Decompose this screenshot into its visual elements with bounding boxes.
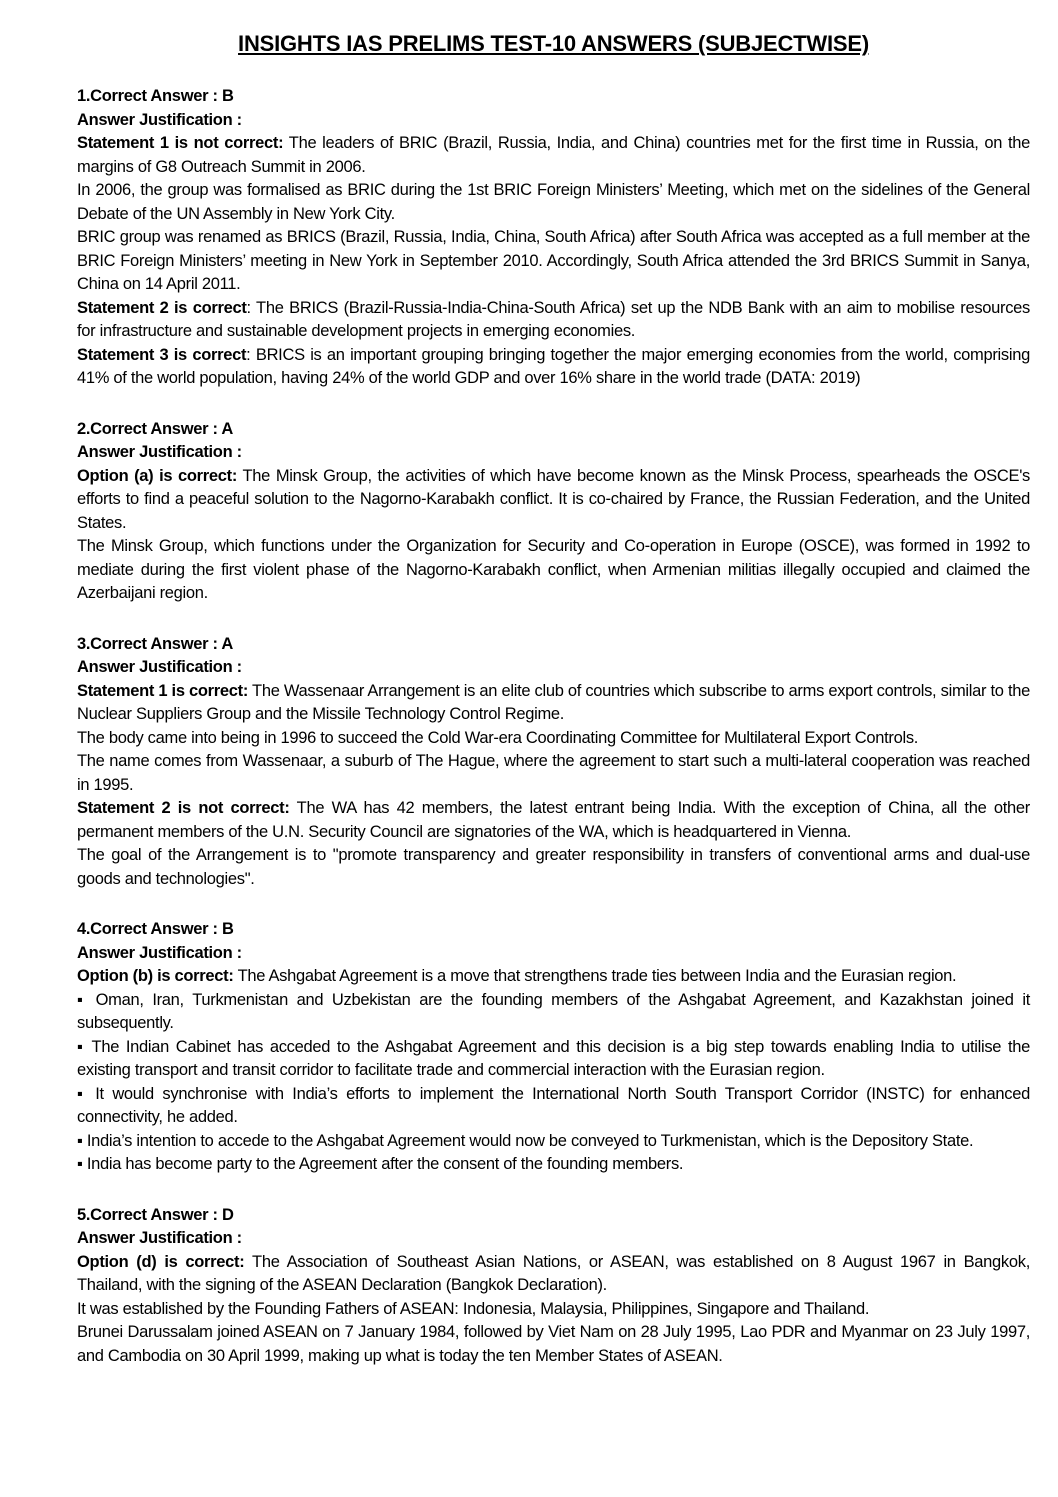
body-text-run: ▪ India’s intention to accede to the Ashgabat Agreement would now be conveyed to Turkmenistan, which is the Depository State. bbox=[77, 1131, 974, 1150]
statement-label-run: Statement 3 is correct bbox=[77, 345, 247, 364]
body-text-run: The body came into being in 1996 to succeed the Cold War-era Coordinating Committee for Multilateral Export Controls. bbox=[77, 728, 919, 747]
justification-paragraph bbox=[77, 797, 1030, 844]
answer-section-5 bbox=[77, 1204, 1030, 1369]
body-text-run: In 2006, the group was formalised as BRIC during the 1st BRIC Foreign Ministers’ Meeting, which met on the sidelines of the General Debate of the UN Assembly in New York City. bbox=[77, 181, 1030, 223]
answer-justification-label: Answer Justification : bbox=[77, 443, 242, 461]
body-text-run: : BRICS is an important grouping bringing together the major emerging economies from the world, comprising 41% of the world population, having 24% of the world GDP and over 16% share in the world trade (DATA: 2019) bbox=[77, 345, 1030, 387]
correct-answer-heading: 1.Correct Answer : B bbox=[77, 87, 234, 105]
body-text-run: The leaders of BRIC (Brazil, Russia, India, and China) countries met for the first time in Russia, on the margins of G8 Outreach Summit in 2006. bbox=[77, 134, 1030, 176]
justification-paragraph bbox=[77, 750, 1030, 797]
answer-justification-label: Answer Justification : bbox=[77, 943, 242, 962]
justification-paragraph bbox=[77, 132, 1030, 179]
justification-paragraph bbox=[77, 226, 1030, 297]
justification-paragraph bbox=[77, 965, 1030, 989]
body-text-run: BRIC group was renamed as BRICS (Brazil, Russia, India, China, South Africa) after South Africa was accepted as a full member at the BRIC Foreign Ministers’ meeting in New York in September 2010. Accordingly, South Africa attended the 3rd BRICS Summit in Sanya, China on 14 April 2011. bbox=[77, 228, 1030, 293]
justification-paragraph bbox=[77, 1251, 1030, 1298]
answer-section-1 bbox=[77, 85, 1030, 391]
correct-answer-heading: 5.Correct Answer : D bbox=[77, 1205, 234, 1224]
answer-justification-label: Answer Justification : bbox=[77, 658, 242, 676]
answer-justification-label: Answer Justification : bbox=[77, 110, 242, 129]
statement-label-run: Statement 2 is correct bbox=[77, 298, 247, 317]
body-text-run: The Association of Southeast Asian Nations, or ASEAN, was established on 8 August 1967 in Bangkok, Thailand, with the signing of the ASEAN Declaration (Bangkok Declaration). bbox=[77, 1252, 1030, 1294]
body-text-run: The goal of the Arrangement is to "promote transparency and greater responsibility in transfers of conventional arms and dual-use goods and technologies". bbox=[77, 846, 1030, 888]
body-text-run: ▪ India has become party to the Agreement after the consent of the founding members. bbox=[77, 1155, 684, 1173]
justification-paragraph bbox=[77, 465, 1030, 536]
body-text-run: The Ashgabat Agreement is a move that strengthens trade ties between India and the Eurasian region. bbox=[233, 967, 957, 985]
statement-label-run: Statement 2 is not correct: bbox=[77, 799, 290, 817]
justification-paragraph bbox=[77, 844, 1030, 891]
justification-paragraph bbox=[77, 297, 1030, 344]
answer-justification-label: Answer Justification : bbox=[77, 1229, 242, 1247]
statement-label-run: Statement 1 is not correct: bbox=[77, 134, 284, 152]
justification-paragraph bbox=[77, 179, 1030, 226]
statement-label-run: Option (a) is correct: bbox=[77, 466, 238, 485]
justification-paragraph bbox=[77, 1036, 1030, 1083]
body-text-run: ▪ Oman, Iran, Turkmenistan and Uzbekistan are the founding members of the Ashgabat Agreement, and Kazakhstan joined it subsequently. bbox=[77, 990, 1030, 1032]
answer-section-4 bbox=[77, 918, 1030, 1177]
answer-section-3 bbox=[77, 633, 1030, 892]
body-text-run: It was established by the Founding Fathers of ASEAN: Indonesia, Malaysia, Philippines, Singapore and Thailand. bbox=[77, 1299, 870, 1318]
justification-paragraph bbox=[77, 1153, 1030, 1177]
body-text-run: The Minsk Group, the activities of which have become known as the Minsk Process, spearheads the OSCE's efforts to find a peaceful solution to the Nagorno-Karabakh conflict. It is co-chaired by France, the Russian Federation, and the United States. bbox=[77, 466, 1030, 532]
body-text-run: The name comes from Wassenaar, a suburb of The Hague, where the agreement to start such a multi-lateral cooperation was reached in 1995. bbox=[77, 752, 1030, 794]
justification-paragraph bbox=[77, 1298, 1030, 1322]
document-title: INSIGHTS IAS PRELIMS TEST-10 ANSWERS (SUBJECTWISE) bbox=[238, 31, 869, 56]
statement-label-run: Option (b) is correct: bbox=[77, 967, 234, 985]
statement-label-run: Option (d) is correct: bbox=[77, 1252, 245, 1271]
justification-paragraph bbox=[77, 727, 1030, 751]
body-text-run: The Minsk Group, which functions under the Organization for Security and Co-operation in Europe (OSCE), was formed in 1992 to mediate during the first violent phase of the Nagorno-Karabakh conflict, when Armenian militias illegally occupied and claimed the Azerbaijani region. bbox=[77, 537, 1030, 602]
statement-label-run: Statement 1 is correct: bbox=[77, 681, 249, 700]
correct-answer-heading: 4.Correct Answer : B bbox=[77, 920, 234, 938]
body-text-run: The WA has 42 members, the latest entrant being India. With the exception of China, all the other permanent members of the U.N. Security Council are signatories of the WA, which is headquartered in Vienna. bbox=[77, 799, 1030, 841]
justification-paragraph bbox=[77, 989, 1030, 1036]
body-text-run: Brunei Darussalam joined ASEAN on 7 January 1984, followed by Viet Nam on 28 July 1995, Lao PDR and Myanmar on 23 July 1997, and Cambodia on 30 April 1999, making up what is today the ten Member States of ASEAN. bbox=[77, 1323, 1030, 1365]
body-text-run: The Wassenaar Arrangement is an elite club of countries which subscribe to arms export controls, similar to the Nuclear Suppliers Group and the Missile Technology Control Regime. bbox=[77, 681, 1030, 723]
justification-paragraph bbox=[77, 344, 1030, 391]
correct-answer-heading: 2.Correct Answer : A bbox=[77, 419, 233, 438]
answer-section-2 bbox=[77, 418, 1030, 606]
justification-paragraph bbox=[77, 1321, 1030, 1368]
body-text-run: ▪ It would synchronise with India’s efforts to implement the International North South Transport Corridor (INSTC) for enhanced connectivity, he added. bbox=[77, 1084, 1030, 1126]
justification-paragraph bbox=[77, 535, 1030, 606]
justification-paragraph bbox=[77, 1130, 1030, 1154]
body-text-run: : The BRICS (Brazil-Russia-India-China-South Africa) set up the NDB Bank with an aim to mobilise resources for infrastructure and sustainable development projects in emerging economies. bbox=[77, 298, 1030, 340]
answer-sections bbox=[77, 85, 1030, 1368]
justification-paragraph bbox=[77, 1083, 1030, 1130]
justification-paragraph bbox=[77, 680, 1030, 727]
correct-answer-heading: 3.Correct Answer : A bbox=[77, 634, 233, 653]
body-text-run: ▪ The Indian Cabinet has acceded to the Ashgabat Agreement and this decision is a big step towards enabling India to utilise the existing transport and transit corridor to facilitate trade and commercial interaction with the Eurasian region. bbox=[77, 1037, 1030, 1079]
